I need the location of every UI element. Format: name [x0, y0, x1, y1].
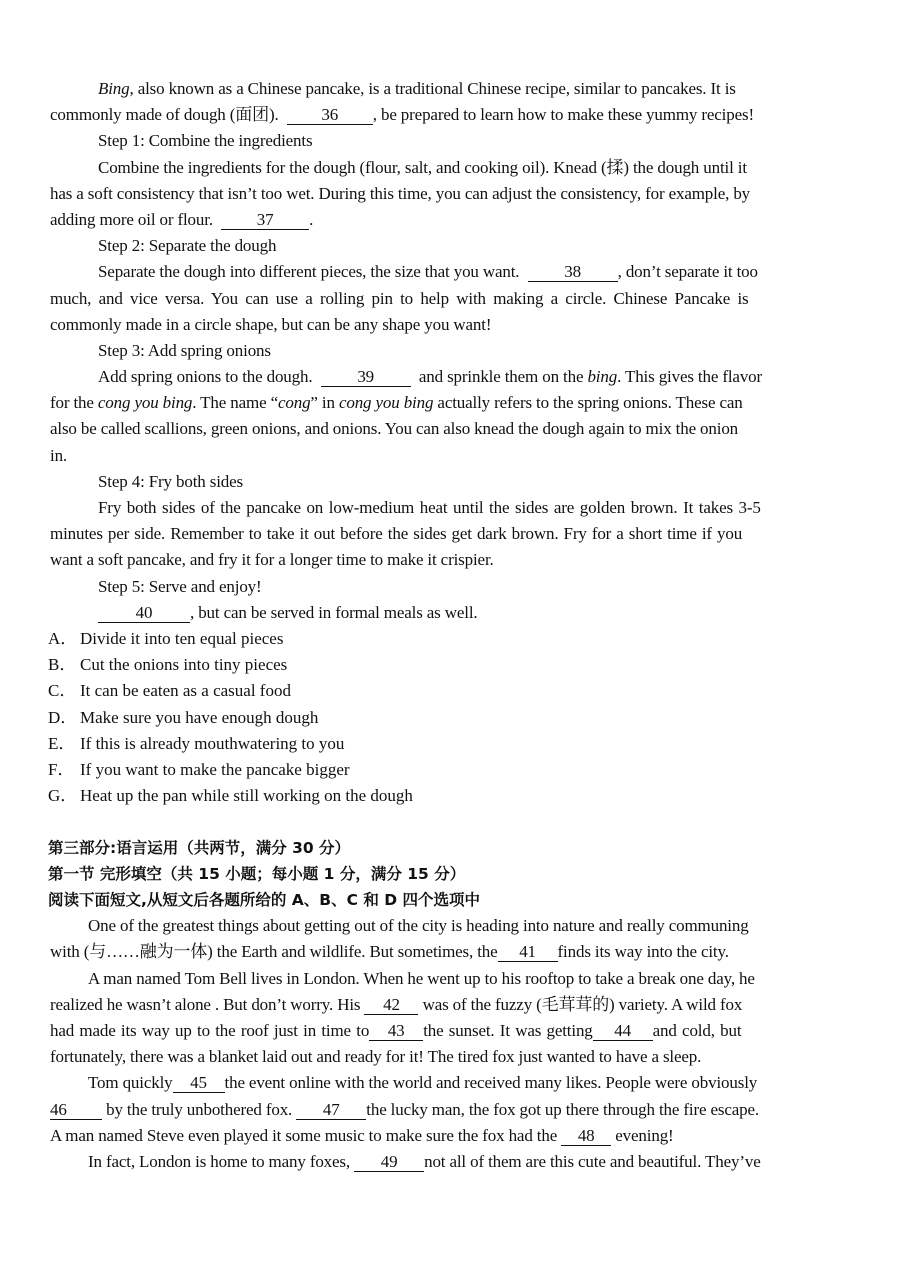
option-b[interactable] — [48, 652, 826, 678]
option-text: If this is already mouthwatering to you — [80, 733, 345, 753]
option-text: Heat up the pan while still working on the dough — [80, 786, 413, 806]
text: , but can be served in formal meals as well. — [190, 602, 478, 622]
option-letter: E． — [48, 733, 76, 753]
text: by the truly unbothered fox. — [102, 1099, 297, 1119]
text: the sunset. It was getting — [423, 1021, 593, 1040]
step2-line1 — [50, 259, 826, 285]
option-f[interactable] — [48, 757, 826, 783]
step4-line1: Fry both sides of the pancake on low-medium heat until the sides are golden brown. It takes 3-5 — [98, 498, 761, 517]
text: Separate the dough into different pieces, the size that you want. — [98, 262, 520, 282]
blank-36[interactable]: 36 — [287, 105, 373, 125]
text: and cold, but — [652, 1021, 742, 1040]
option-a[interactable] — [48, 626, 826, 652]
text: . This gives the flavor — [617, 367, 763, 387]
text: , be prepared to learn how to make these yummy recipes! — [372, 105, 754, 125]
text: was of the fuzzy (毛茸茸的) variety. A wild fox — [418, 994, 743, 1014]
option-text: Cut the onions into tiny pieces — [80, 655, 288, 675]
text: the lucky man, the fox got up there through the fire escape. — [366, 1099, 759, 1119]
step5-line1 — [50, 600, 826, 626]
step3-line1 — [50, 364, 826, 390]
text: and sprinkle them on the — [418, 367, 588, 387]
text: finds its way into the city. — [557, 942, 729, 962]
p4-line1 — [50, 1149, 826, 1175]
option-letter: A． — [48, 628, 78, 648]
text: ” in — [310, 393, 339, 413]
blank-46[interactable]: 46 — [50, 1100, 102, 1120]
blank-37[interactable]: 37 — [221, 210, 309, 230]
p2-line1: A man named Tom Bell lives in London. When he went up to his rooftop to take a break one day, he — [88, 968, 755, 988]
text: actually refers to the spring onions. These can — [433, 393, 743, 413]
text: . — [309, 209, 314, 229]
step3-line2 — [50, 390, 826, 416]
option-c[interactable] — [48, 678, 826, 704]
step4-line3: want a soft pancake, and fry it for a longer time to make it crispier. — [50, 550, 494, 570]
term-cong-you-bing: cong you bing — [97, 393, 193, 413]
text: with (与……融为一体) the Earth and wildlife. But sometimes, the — [50, 942, 498, 962]
blank-40[interactable]: 40 — [98, 603, 190, 623]
text: Tom quickly — [88, 1073, 173, 1093]
step1-line3 — [50, 207, 826, 233]
step1-line1: Combine the ingredients for the dough (flour, salt, and cooking oil). Knead (揉) the dough until it — [98, 157, 747, 177]
option-letter: F． — [48, 759, 75, 779]
p1-line2 — [50, 939, 826, 965]
step4-title: Step 4: Fry both sides — [98, 471, 243, 491]
text: the event online with the world and received many likes. People were obviously — [224, 1073, 758, 1093]
option-text: If you want to make the pancake bigger — [80, 759, 350, 779]
option-text: It can be eaten as a casual food — [80, 681, 291, 701]
term-cong: cong — [277, 393, 311, 413]
text: had made its way up to the roof just in time to — [50, 1021, 370, 1040]
blank-38[interactable]: 38 — [528, 262, 618, 282]
step2-line3: commonly made in a circle shape, but can be any shape you want! — [50, 314, 492, 334]
step4-line2: minutes per side. Remember to take it out before the sides get dark brown. Fry for a short time if you — [50, 524, 743, 544]
option-text: Make sure you have enough dough — [80, 707, 319, 727]
option-d[interactable] — [48, 705, 826, 731]
step1-line2: has a soft consistency that isn’t too wet. During this time, you can adjust the consistency, for example, by — [50, 183, 751, 203]
step1-title: Step 1: Combine the ingredients — [98, 131, 313, 151]
option-letter: G． — [48, 786, 78, 806]
text: , also known as a Chinese pancake, is a traditional Chinese recipe, similar to pancakes. It is — [129, 79, 736, 98]
blank-45[interactable]: 45 — [173, 1073, 225, 1093]
p3-line1 — [50, 1070, 826, 1096]
options-list — [50, 626, 826, 809]
text: Add spring onions to the dough. — [98, 367, 313, 387]
term-bing: Bing — [98, 79, 130, 98]
text: . The name “ — [192, 393, 278, 413]
step3-line3: also be called scallions, green onions, and onions. You can also knead the dough again to mix the onion — [50, 419, 739, 439]
p3-line3 — [50, 1123, 826, 1149]
blank-41[interactable]: 41 — [498, 942, 558, 962]
passage1-intro-line2 — [50, 102, 826, 128]
option-g[interactable] — [48, 783, 826, 809]
passage1-intro-line1 — [50, 76, 826, 102]
text: adding more oil or flour. — [50, 209, 213, 229]
option-letter: D． — [48, 707, 78, 727]
term-bing: bing — [587, 367, 618, 387]
step3-line4: in. — [50, 445, 68, 465]
option-letter: C． — [48, 681, 77, 701]
text: A man named Steve even played it some music to make sure the fox had the — [50, 1125, 562, 1145]
p2-line2 — [50, 992, 826, 1018]
exam-page — [50, 76, 826, 1175]
text: evening! — [611, 1125, 674, 1145]
step5-title: Step 5: Serve and enjoy! — [98, 576, 262, 596]
p1-line1: One of the greatest things about getting out of the city is heading into nature and really communing — [88, 916, 749, 936]
text: In fact, London is home to many foxes, — [88, 1151, 355, 1171]
instruction: 阅读下面短文,从短文后各题所给的 A、B、C 和 D 四个选项中 — [48, 891, 481, 910]
part-heading: 第三部分:语言运用（共两节，满分 30 分） — [48, 839, 351, 858]
blank-48[interactable]: 48 — [561, 1126, 611, 1146]
step2-title: Step 2: Separate the dough — [98, 236, 277, 256]
text: not all of them are this cute and beautiful. They’ve — [424, 1151, 761, 1171]
text: commonly made of dough (面团). — [50, 105, 279, 125]
p2-line3 — [50, 1018, 826, 1044]
p2-line4: fortunately, there was a blanket laid out and ready for it! The tired fox just wanted to have a sleep. — [50, 1047, 702, 1067]
blank-42[interactable]: 42 — [364, 995, 418, 1015]
blank-44[interactable]: 44 — [593, 1021, 653, 1041]
p3-line2 — [50, 1097, 826, 1123]
step3-title: Step 3: Add spring onions — [98, 340, 271, 360]
option-e[interactable] — [48, 731, 826, 757]
blank-47[interactable]: 47 — [296, 1100, 366, 1120]
sub-heading: 第一节 完形填空（共 15 小题；每小题 1 分，满分 15 分） — [48, 865, 466, 884]
text: realized he wasn’t alone . But don’t worry. His — [50, 994, 365, 1014]
text: for the — [50, 393, 98, 413]
term-cong-you-bing: cong you bing — [338, 393, 434, 413]
step2-line2: much, and vice versa. You can use a rolling pin to help with making a circle. Chinese Pancake is — [50, 288, 749, 308]
blank-39[interactable]: 39 — [321, 367, 411, 387]
option-text: Divide it into ten equal pieces — [80, 628, 284, 648]
blank-43[interactable]: 43 — [369, 1021, 423, 1041]
option-letter: B． — [48, 655, 77, 675]
spacer — [50, 809, 826, 835]
blank-49[interactable]: 49 — [354, 1152, 424, 1172]
text: , don’t separate it too — [617, 262, 758, 282]
